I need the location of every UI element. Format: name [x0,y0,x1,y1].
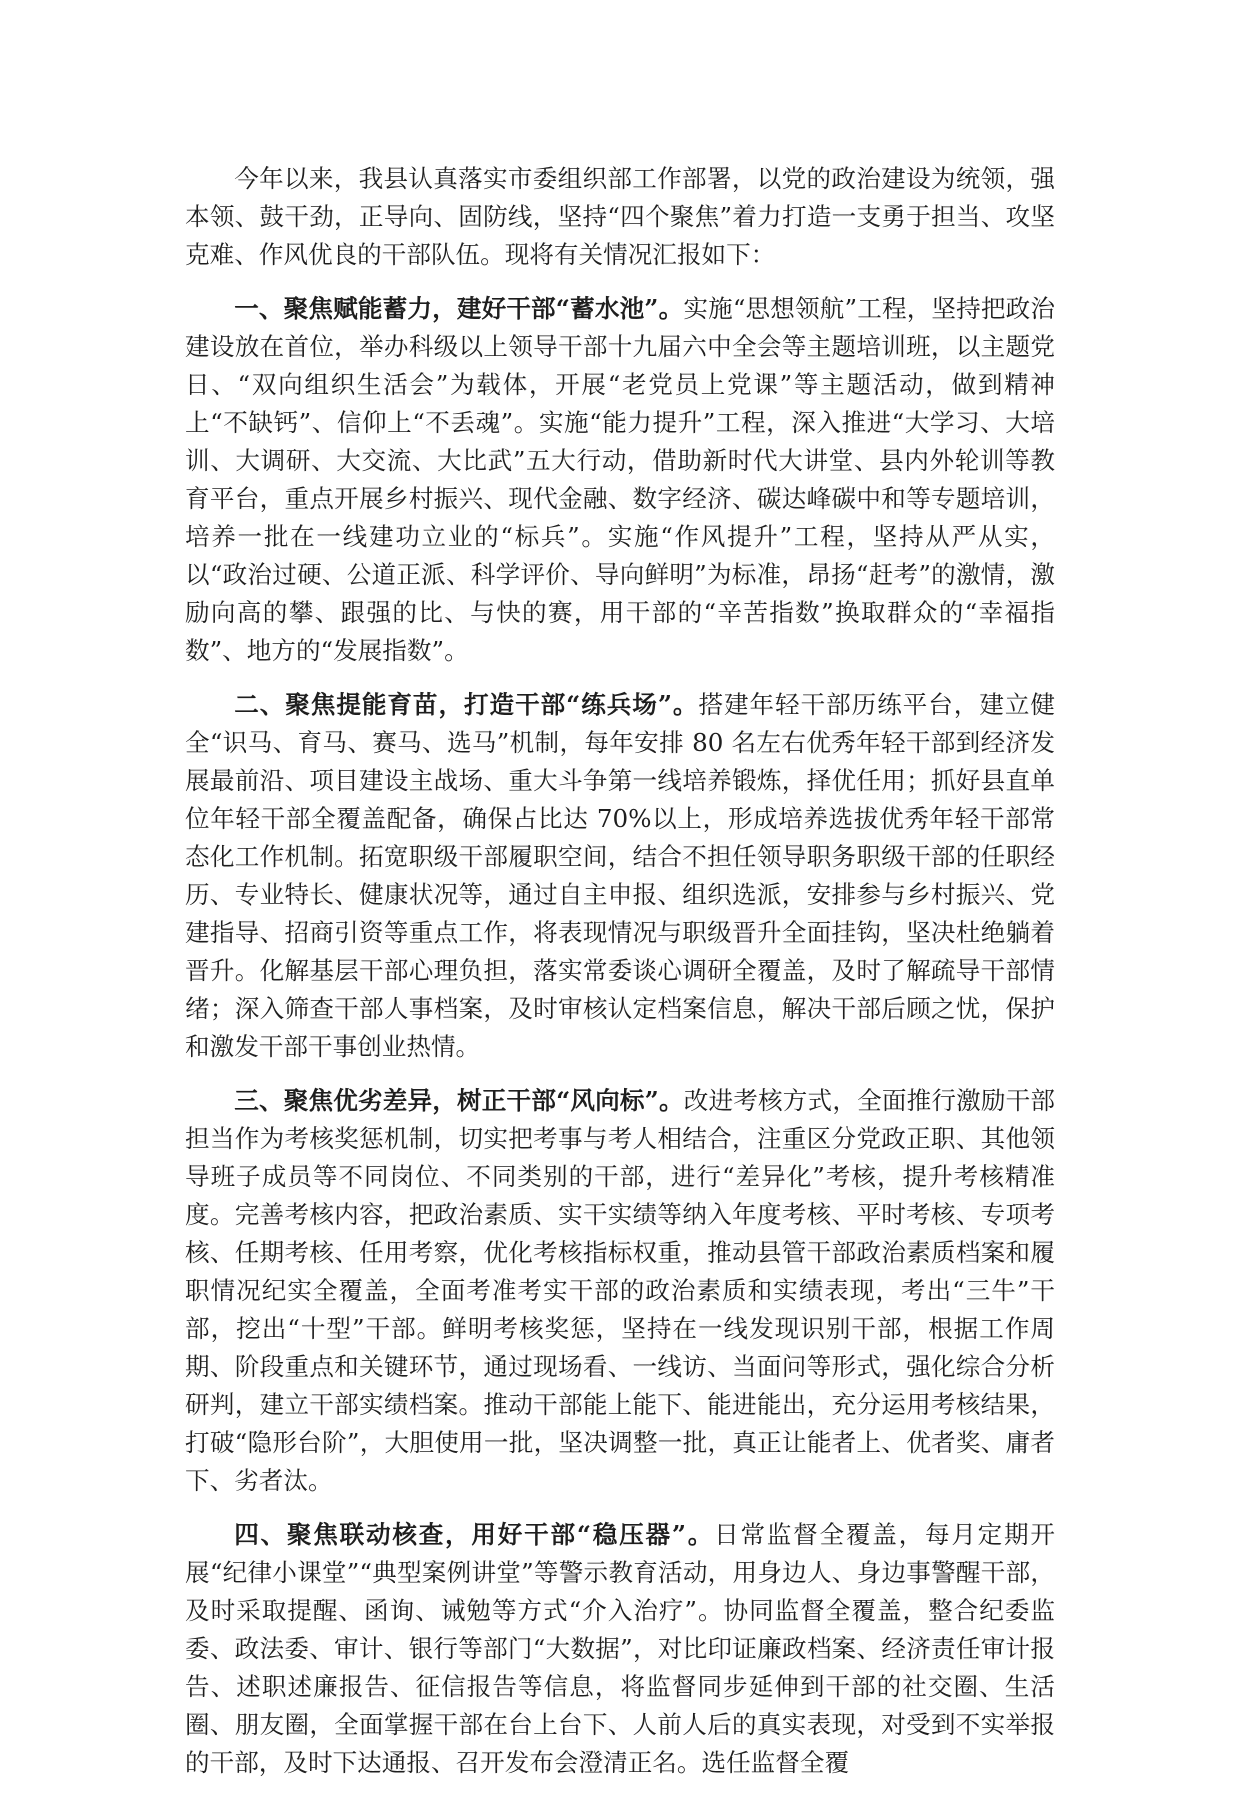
section-2-body: 搭建年轻干部历练平台，建立健全“识马、育马、赛马、选马”机制，每年安排 80 名左右优秀年轻干部到经济发展最前沿、项目建设主战场、重大斗争第一线培养锻炼，择优任用；抓好县直单位年轻干部全覆盖配备，确保占比达 70%以上，形成培养选拔优秀年轻干部常态化工作机制。拓宽职级干部履职空间，结合不担任领导职务职级干部的任职经历、专业特长、健康状况等，通过自主申报、组织选派，安排参与乡村振兴、党建指导、招商引资等重点工作，将表现情况与职级晋升全面挂钩，坚决杜绝躺着晋升。化解基层干部心理负担，落实常委谈心调研全覆盖，及时了解疏导干部情绪；深入筛查干部人事档案，及时审核认定档案信息，解决干部后顾之忧，保护和激发干部干事创业热情。 [185,690,1055,1061]
document-body [185,160,1055,1798]
section-2-heading: 二、聚焦提能育苗，打造干部“练兵场”。 [234,690,699,719]
section-4-heading: 四、聚焦联动核查，用好干部“稳压器”。 [234,1520,715,1549]
section-1-body: 实施“思想领航”工程，坚持把政治建设放在首位，举办科级以上领导干部十九届六中全会等主题培训班，以主题党日、“双向组织生活会”为载体，开展“老党员上党课”等主题活动，做到精神上“不缺钙”、信仰上“不丢魂”。实施“能力提升”工程，深入推进“大学习、大培训、大调研、大交流、大比武”五大行动，借助新时代大讲堂、县内外轮训等教育平台，重点开展乡村振兴、现代金融、数字经济、碳达峰碳中和等专题培训，培养一批在一线建功立业的“标兵”。实施“作风提升”工程，坚持从严从实，以“政治过硬、公道正派、科学评价、导向鲜明”为标准，昂扬“赶考”的激情，激励向高的攀、跟强的比、与快的赛，用干部的“辛苦指数”换取群众的“幸福指数”、地方的“发展指数”。 [185,294,1055,665]
section-1-heading: 一、聚焦赋能蓄力，建好干部“蓄水池”。 [234,294,684,323]
intro-text: 今年以来，我县认真落实市委组织部工作部署，以党的政治建设为统领，强本领、鼓干劲，正导向、固防线，坚持“四个聚焦”着力打造一支勇于担当、攻坚克难、作风优良的干部队伍。现将有关情况汇报如下： [185,164,1055,269]
section-4-paragraph [185,1516,1055,1782]
section-3-heading: 三、聚焦优劣差异，树正干部“风向标”。 [234,1086,684,1115]
section-1-paragraph [185,290,1055,670]
section-2-paragraph [185,686,1055,1066]
section-3-body: 改进考核方式，全面推行激励干部担当作为考核奖惩机制，切实把考事与考人相结合，注重区分党政正职、其他领导班子成员等不同岗位、不同类别的干部，进行“差异化”考核，提升考核精准度。完善考核内容，把政治素质、实干实绩等纳入年度考核、平时考核、专项考核、任期考核、任用考察，优化考核指标权重，推动县管干部政治素质档案和履职情况纪实全覆盖，全面考准考实干部的政治素质和实绩表现，考出“三牛”干部，挖出“十型”干部。鲜明考核奖惩，坚持在一线发现识别干部，根据工作周期、阶段重点和关键环节，通过现场看、一线访、当面问等形式，强化综合分析研判，建立干部实绩档案。推动干部能上能下、能进能出，充分运用考核结果，打破“隐形台阶”，大胆使用一批，坚决调整一批，真正让能者上、优者奖、庸者下、劣者汰。 [185,1086,1055,1495]
section-4-body: 日常监督全覆盖，每月定期开展“纪律小课堂”“典型案例讲堂”等警示教育活动，用身边人、身边事警醒干部，及时采取提醒、函询、诫勉等方式“介入治疗”。协同监督全覆盖，整合纪委监委、政法委、审计、银行等部门“大数据”，对比印证廉政档案、经济责任审计报告、述职述廉报告、征信报告等信息，将监督同步延伸到干部的社交圈、生活圈、朋友圈，全面掌握干部在台上台下、人前人后的真实表现，对受到不实举报的干部，及时下达通报、召开发布会澄清正名。选任监督全覆 [185,1520,1055,1777]
intro-paragraph [185,160,1055,274]
section-3-paragraph [185,1082,1055,1500]
